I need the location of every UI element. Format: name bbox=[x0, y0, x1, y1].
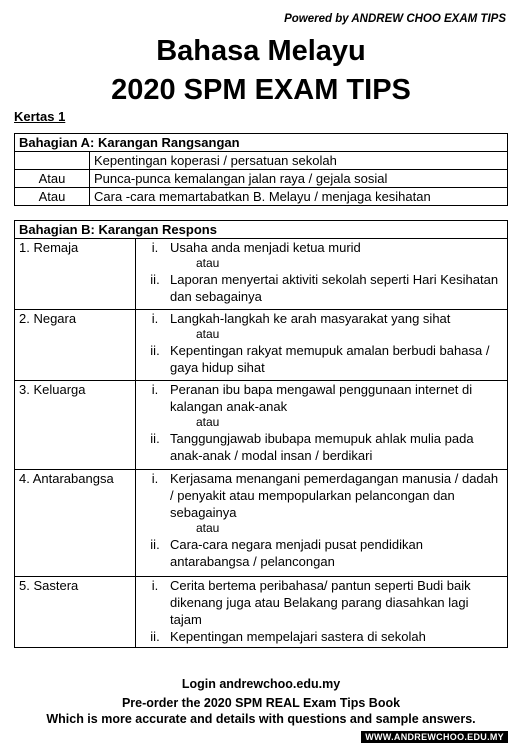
paper-label: Kertas 1 bbox=[14, 109, 66, 124]
table-row bbox=[15, 239, 508, 310]
row-label bbox=[15, 152, 90, 170]
section-b-table bbox=[14, 220, 508, 648]
table-row bbox=[15, 152, 508, 170]
section-a-table bbox=[14, 133, 508, 206]
numeral-ii: ii. bbox=[150, 629, 160, 644]
table-row bbox=[15, 470, 508, 577]
question-i: Cerita bertema peribahasa/ pantun seperti Budi baik dikenang juga atau Belakang parang diasahkan lagi tajam bbox=[170, 578, 471, 627]
numeral-ii: ii. bbox=[150, 537, 160, 552]
question-ii: Laporan menyertai aktiviti sekolah seperti Hari Kesihatan dan sebagainya bbox=[170, 272, 499, 304]
question-ii: Kepentingan rakyat memupuk amalan berbudi bahasa / gaya hidup sihat bbox=[170, 343, 490, 375]
topic-label: 4. Antarabangsa bbox=[15, 470, 136, 577]
table-row bbox=[15, 310, 508, 381]
section-a-heading: Bahagian A: Karangan Rangsangan bbox=[15, 134, 508, 152]
question-ii: Kepentingan mempelajari sastera di sekolah bbox=[170, 629, 426, 644]
page-title: Bahasa Melayu bbox=[156, 35, 366, 67]
website-watermark: WWW.ANDREWCHOO.EDU.MY bbox=[361, 731, 508, 743]
powered-by-text: Powered by ANDREW CHOO EXAM TIPS bbox=[284, 13, 506, 25]
row-text: Punca-punca kemalangan jalan raya / gejala sosial bbox=[90, 170, 508, 188]
atau-text: atau bbox=[196, 256, 220, 270]
numeral-i: i. bbox=[151, 471, 159, 486]
question-i: Kerjasama menangani pemerdagangan manusia / dadah / penyakit atau mempopularkan pelancongan dan sebagainya bbox=[170, 471, 499, 520]
table-row bbox=[15, 381, 508, 470]
question-ii: Cara-cara negara menjadi pusat pendidikan antarabangsa / pelancongan bbox=[170, 537, 423, 569]
atau-text: atau bbox=[196, 327, 220, 341]
page-subtitle: 2020 SPM EXAM TIPS bbox=[111, 74, 411, 106]
numeral-i: i. bbox=[151, 578, 159, 593]
tagline-text: Which is more accurate and details with questions and sample answers. bbox=[46, 712, 476, 726]
row-text: Kepentingan koperasi / persatuan sekolah bbox=[90, 152, 508, 170]
numeral-ii: ii. bbox=[150, 343, 160, 358]
row-text: Cara -cara memartabatkan B. Melayu / menjaga kesihatan bbox=[90, 188, 508, 206]
row-label: Atau bbox=[15, 170, 90, 188]
numeral-i: i. bbox=[151, 311, 159, 326]
login-text: Login andrewchoo.edu.my bbox=[181, 677, 341, 691]
table-row bbox=[15, 577, 508, 648]
topic-label: 5. Sastera bbox=[15, 577, 136, 648]
topic-label: 2. Negara bbox=[15, 310, 136, 381]
topic-label: 3. Keluarga bbox=[15, 381, 136, 470]
question-i: Peranan ibu bapa mengawal penggunaan internet di kalangan anak-anak bbox=[170, 382, 473, 414]
question-ii: Tanggungjawab ibubapa memupuk ahlak mulia pada anak-anak / modal insan / berdikari bbox=[170, 431, 474, 463]
atau-text: atau bbox=[196, 415, 220, 429]
row-label: Atau bbox=[15, 188, 90, 206]
question-i: Langkah-langkah ke arah masyarakat yang sihat bbox=[170, 311, 451, 326]
numeral-i: i. bbox=[151, 240, 159, 255]
atau-text: atau bbox=[196, 521, 220, 535]
table-row bbox=[15, 188, 508, 206]
section-b-heading: Bahagian B: Karangan Respons bbox=[15, 221, 508, 239]
numeral-ii: ii. bbox=[150, 431, 160, 446]
preorder-text: Pre-order the 2020 SPM REAL Exam Tips Book bbox=[121, 696, 401, 710]
question-i: Usaha anda menjadi ketua murid bbox=[170, 240, 361, 255]
topic-label: 1. Remaja bbox=[15, 239, 136, 310]
numeral-i: i. bbox=[151, 382, 159, 397]
numeral-ii: ii. bbox=[150, 272, 160, 287]
table-row bbox=[15, 170, 508, 188]
